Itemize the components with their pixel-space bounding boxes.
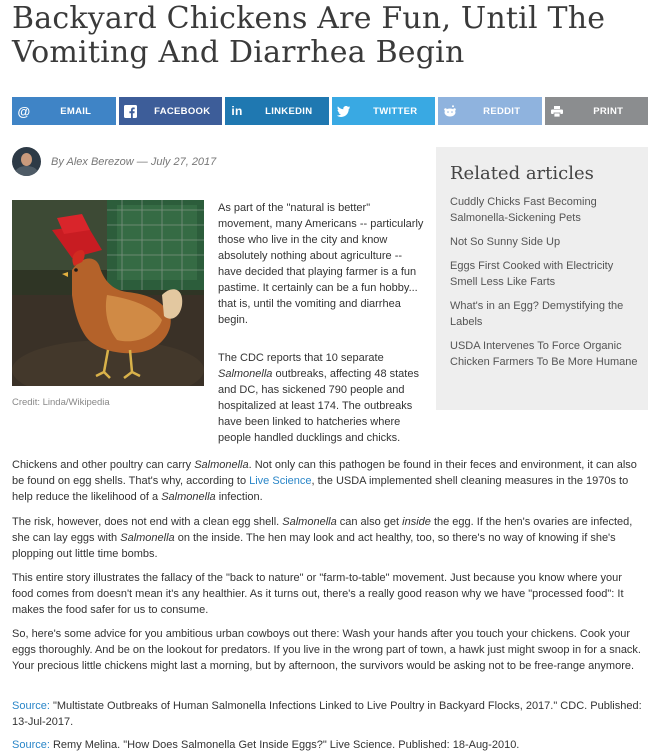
text-span: Salmonella bbox=[194, 459, 249, 471]
source-link[interactable]: Source: bbox=[12, 739, 50, 751]
source-cdc bbox=[12, 698, 646, 730]
share-facebook-button[interactable] bbox=[119, 97, 223, 125]
share-print-button[interactable] bbox=[545, 97, 649, 125]
text-span: "Multistate Outbreaks of Human Salmonella Infections Linked to Live Poultry in Backyard Flocks, 2017." CDC. Published: 13-Jul-2017. bbox=[12, 700, 642, 728]
text-span: the egg. If the hen's ovaries are infected, she can lay eggs with bbox=[12, 516, 633, 544]
share-twitter-label: TWITTER bbox=[373, 105, 418, 117]
source-link[interactable]: Source: bbox=[12, 700, 50, 712]
text-span: Remy Melina. "How Does Salmonella Get Inside Eggs?" Live Science. Published: 18-Aug-2010. bbox=[49, 739, 520, 751]
text-span: The risk, however, does not end with a clean egg shell. bbox=[12, 516, 283, 528]
share-bar bbox=[12, 97, 648, 125]
byline bbox=[12, 147, 216, 176]
text-span: can also get bbox=[336, 516, 403, 528]
share-facebook-label: FACEBOOK bbox=[154, 105, 211, 117]
text-span: Salmonella bbox=[161, 491, 216, 503]
image-credit: Credit: Linda/Wikipedia bbox=[12, 397, 110, 408]
text-span: . Not only can this pathogen be found in their feces and environment, it can also be found on egg shells. That's why, according to bbox=[12, 459, 637, 487]
text-span: The CDC reports that 10 separate bbox=[218, 352, 384, 364]
linkedin-icon: in bbox=[231, 104, 243, 118]
text-span: inside bbox=[402, 516, 431, 528]
share-linkedin-button[interactable] bbox=[225, 97, 329, 125]
share-print-label: PRINT bbox=[593, 105, 624, 117]
paragraph-fallacy: This entire story illustrates the fallacy of the "back to nature" or "farm-to-table" movement. Just because you know where your food comes from doesn't mean it's any healthier. As it turns out, there's a really good reason why we have "processed food": It makes the food safer for us to consume. bbox=[12, 572, 624, 616]
source-live-science bbox=[12, 737, 646, 753]
related-heading: Related articles bbox=[450, 163, 594, 184]
related-link[interactable]: Eggs First Cooked with Electricity Smell Less Like Farts bbox=[450, 260, 614, 288]
related-articles bbox=[436, 147, 648, 410]
author-avatar[interactable] bbox=[12, 147, 41, 176]
share-reddit-button[interactable] bbox=[438, 97, 542, 125]
text-span: outbreaks, affecting 48 states and DC, has sickened 790 people and hospitalized at least 174. The outbreaks have been linked to hatcheries where people handled ducklings and chicks. bbox=[218, 368, 419, 444]
paragraph-poultry bbox=[12, 457, 646, 505]
text-span: Chickens and other poultry can carry bbox=[12, 459, 195, 471]
related-link[interactable]: Cuddly Chicks Fast Becoming Salmonella-Sickening Pets bbox=[450, 196, 597, 224]
text-span: Salmonella bbox=[218, 368, 273, 380]
at-icon: @ bbox=[17, 103, 31, 119]
share-twitter-button[interactable] bbox=[332, 97, 436, 125]
related-link[interactable]: What's in an Egg? Demystifying the Labels bbox=[450, 300, 624, 328]
text-span: Salmonella bbox=[282, 516, 337, 528]
paragraph-advice: So, here's some advice for you ambitious urban cowboys out there: Wash your hands after you touch your chickens. Cook your eggs thoroughly. And be on the lookout for predators. If you live in the wrong part of town, a hawk just might swoop in for a snack. Your precious little chickens might last a morning, but by afternoon, the survivors would be asking not to be free-range anymore. bbox=[12, 628, 641, 672]
share-linkedin-label: LINKEDIN bbox=[265, 105, 313, 117]
share-email-button[interactable] bbox=[12, 97, 116, 125]
related-link[interactable]: USDA Intervenes To Force Organic Chicken Farmers To Be More Humane bbox=[450, 340, 638, 368]
live-science-link[interactable]: Live Science bbox=[249, 475, 312, 487]
text-span: infection. bbox=[215, 491, 263, 503]
article-title: Backyard Chickens Are Fun, Until The Vomiting And Diarrhea Begin bbox=[12, 1, 606, 70]
text-span: , the USDA implemented shell cleaning measures in the 1970s to help reduce the likelihood of a bbox=[12, 475, 629, 503]
paragraph-egg-risk bbox=[12, 514, 646, 562]
text-span: on the inside. The hen may look and act healthy, too, so there's no way of knowing if she's plopping out little time bombs. bbox=[12, 532, 616, 560]
share-email-label: EMAIL bbox=[60, 105, 92, 117]
chicken-photo bbox=[12, 200, 204, 386]
share-reddit-label: REDDIT bbox=[483, 105, 521, 117]
text-span: Salmonella bbox=[120, 532, 175, 544]
related-link[interactable]: Not So Sunny Side Up bbox=[450, 236, 561, 248]
paragraph-cdc-report bbox=[218, 350, 426, 446]
byline-text: By Alex Berezow — July 27, 2017 bbox=[51, 155, 217, 168]
paragraph-intro: As part of the "natural is better" movement, many Americans -- particularly those who live in the city and know absolutely nothing about agriculture -- have decided that playing farmer is a fun pastime. It certainly can be a fun hobby... that is, until the vomiting and diarrhea begin. bbox=[218, 202, 424, 326]
